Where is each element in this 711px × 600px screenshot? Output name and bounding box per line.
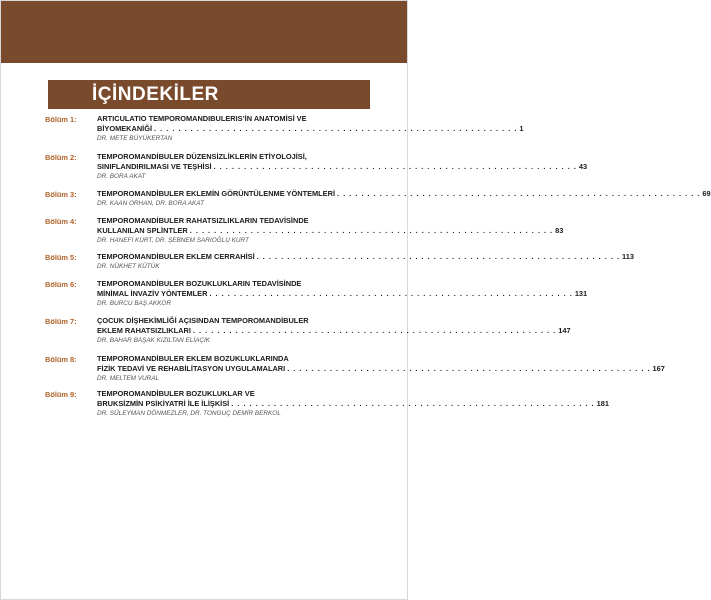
entry-title-line-with-page (97, 289, 588, 299)
page-number: 69 (702, 189, 711, 198)
page-number: 43 (578, 162, 588, 171)
entry-title-text: KULLANILAN SPLİNTLER (97, 226, 188, 235)
entry-authors: DR. BAHAR BAŞAK KIZILTAN ELİAÇIK (97, 337, 211, 344)
page-number: 167 (652, 364, 665, 373)
entry-title-line: TEMPOROMANDİBULER RAHATSIZLIKLARIN TEDAVİSİNDE (97, 216, 309, 225)
chapter-label: Bölüm 2: (45, 153, 77, 162)
entry-title-text: MİNİMAL İNVAZİV YÖNTEMLER (97, 289, 208, 298)
entry-authors: DR. KAAN ORHAN, DR. BORA AKAT (97, 200, 204, 207)
entry-title-text: BİYOMEKANİĞİ (97, 124, 153, 133)
dot-leader: . . . . . . . . . . . . . . . . . . . . . . . . . . . . . . . . . . . . . . . . . . . . . . . . . . . . . . . . . . . . (231, 399, 595, 408)
entry-title-line: TEMPOROMANDİBULER DÜZENSİZLİKLERİN ETİYOLOJİSİ, (97, 152, 307, 161)
entry-title-text: TEMPOROMANDİBULER EKLEMİN GÖRÜNTÜLENME YÖNTEMLERİ (97, 189, 336, 198)
entry-title-text: FİZİK TEDAVİ VE REHABİLİTASYON UYGULAMALARI (97, 364, 286, 373)
entry-title-text: TEMPOROMANDİBULER EKLEM CERRAHİSİ (97, 252, 255, 261)
entry-title-line-with-page (97, 252, 634, 262)
entry-title-line-with-page (97, 189, 711, 199)
entry-authors: DR. SÜLEYMAN DÖNMEZLER, DR. TONGUÇ DEMİR BERKOL (97, 410, 281, 417)
dot-leader: . . . . . . . . . . . . . . . . . . . . . . . . . . . . . . . . . . . . . . . . . . . . . . . . . . . . . . . . . . . . (256, 252, 621, 261)
chapter-label: Bölüm 4: (45, 217, 77, 226)
header-band (1, 1, 407, 63)
page-number: 1 (519, 124, 524, 133)
chapter-label: Bölüm 8: (45, 355, 77, 364)
entry-authors: DR. BURCU BAŞ AKKOR (97, 300, 171, 307)
page-number: 113 (622, 252, 634, 261)
entry-title-line: ÇOCUK DİŞHEKİMLİĞİ AÇISINDAN TEMPOROMANDİBULER (97, 316, 309, 325)
chapter-label: Bölüm 3: (45, 190, 77, 199)
chapter-label: Bölüm 1: (45, 115, 77, 124)
entry-authors: DR. METE BÜYÜKERTAN (97, 135, 173, 142)
page-number: 83 (555, 226, 564, 235)
chapter-label: Bölüm 5: (45, 253, 77, 262)
dot-leader: . . . . . . . . . . . . . . . . . . . . . . . . . . . . . . . . . . . . . . . . . . . . . . . . . . . . . . . . . . . . (287, 364, 651, 373)
entry-title-text: EKLEM RAHATSIZLIKLARI (97, 326, 191, 335)
entry-authors: DR. NÜKHET KÜTÜK (97, 263, 160, 270)
dot-leader: . . . . . . . . . . . . . . . . . . . . . . . . . . . . . . . . . . . . . . . . . . . . . . . . . . . . . . . . . . . . (213, 162, 577, 171)
chapter-label: Bölüm 9: (45, 390, 77, 399)
entry-title-line-with-page (97, 364, 665, 374)
entry-authors: DR. MELTEM VURAL (97, 375, 160, 382)
entry-authors: DR. HANEFİ KURT, DR. ŞEBNEM SARIOĞLU KURT (97, 237, 249, 244)
entry-title-line-with-page (97, 124, 524, 134)
title-bar (48, 80, 370, 109)
page-number: 181 (596, 399, 609, 408)
chapter-label: Bölüm 7: (45, 317, 77, 326)
page-title: İÇİNDEKİLER (92, 83, 219, 105)
dot-leader: . . . . . . . . . . . . . . . . . . . . . . . . . . . . . . . . . . . . . . . . . . . . . . . . . . . . . . . . . . . . (189, 226, 554, 235)
entry-title-text: SINIFLANDIRILMASI VE TEŞHİSİ (97, 162, 212, 171)
entry-title-line-with-page (97, 162, 588, 172)
dot-leader: . . . . . . . . . . . . . . . . . . . . . . . . . . . . . . . . . . . . . . . . . . . . . . . . . . . . . . . . . . . . (209, 289, 573, 298)
entry-title-text: BRUKSİZMİN PSİKİYATRİ İLE İLİŞKİSİ (97, 399, 230, 408)
page-number: 147 (558, 326, 571, 335)
entry-title-line-with-page (97, 226, 564, 236)
entry-authors: DR. BORA AKAT (97, 173, 146, 180)
dot-leader: . . . . . . . . . . . . . . . . . . . . . . . . . . . . . . . . . . . . . . . . . . . . . . . . . . . . . . . . . . . . (337, 189, 701, 198)
entry-title-line-with-page (97, 399, 609, 409)
entry-title-line: ARTICULATIO TEMPOROMANDIBULERIS’İN ANATOMİSİ VE (97, 114, 307, 123)
page-number: 131 (574, 289, 588, 298)
dot-leader: . . . . . . . . . . . . . . . . . . . . . . . . . . . . . . . . . . . . . . . . . . . . . . . . . . . . . . . . . . . . (192, 326, 557, 335)
chapter-label: Bölüm 6: (45, 280, 77, 289)
dot-leader: . . . . . . . . . . . . . . . . . . . . . . . . . . . . . . . . . . . . . . . . . . . . . . . . . . . . . . . . . . . . (154, 124, 518, 133)
entry-title-line-with-page (97, 326, 571, 336)
entry-title-line: TEMPOROMANDİBULER EKLEM BOZUKLUKLARINDA (97, 354, 289, 363)
entry-title-line: TEMPOROMANDİBULER BOZUKLUKLARIN TEDAVİSİNDE (97, 279, 302, 288)
entry-title-line: TEMPOROMANDİBULER BOZUKLUKLAR VE (97, 389, 255, 398)
